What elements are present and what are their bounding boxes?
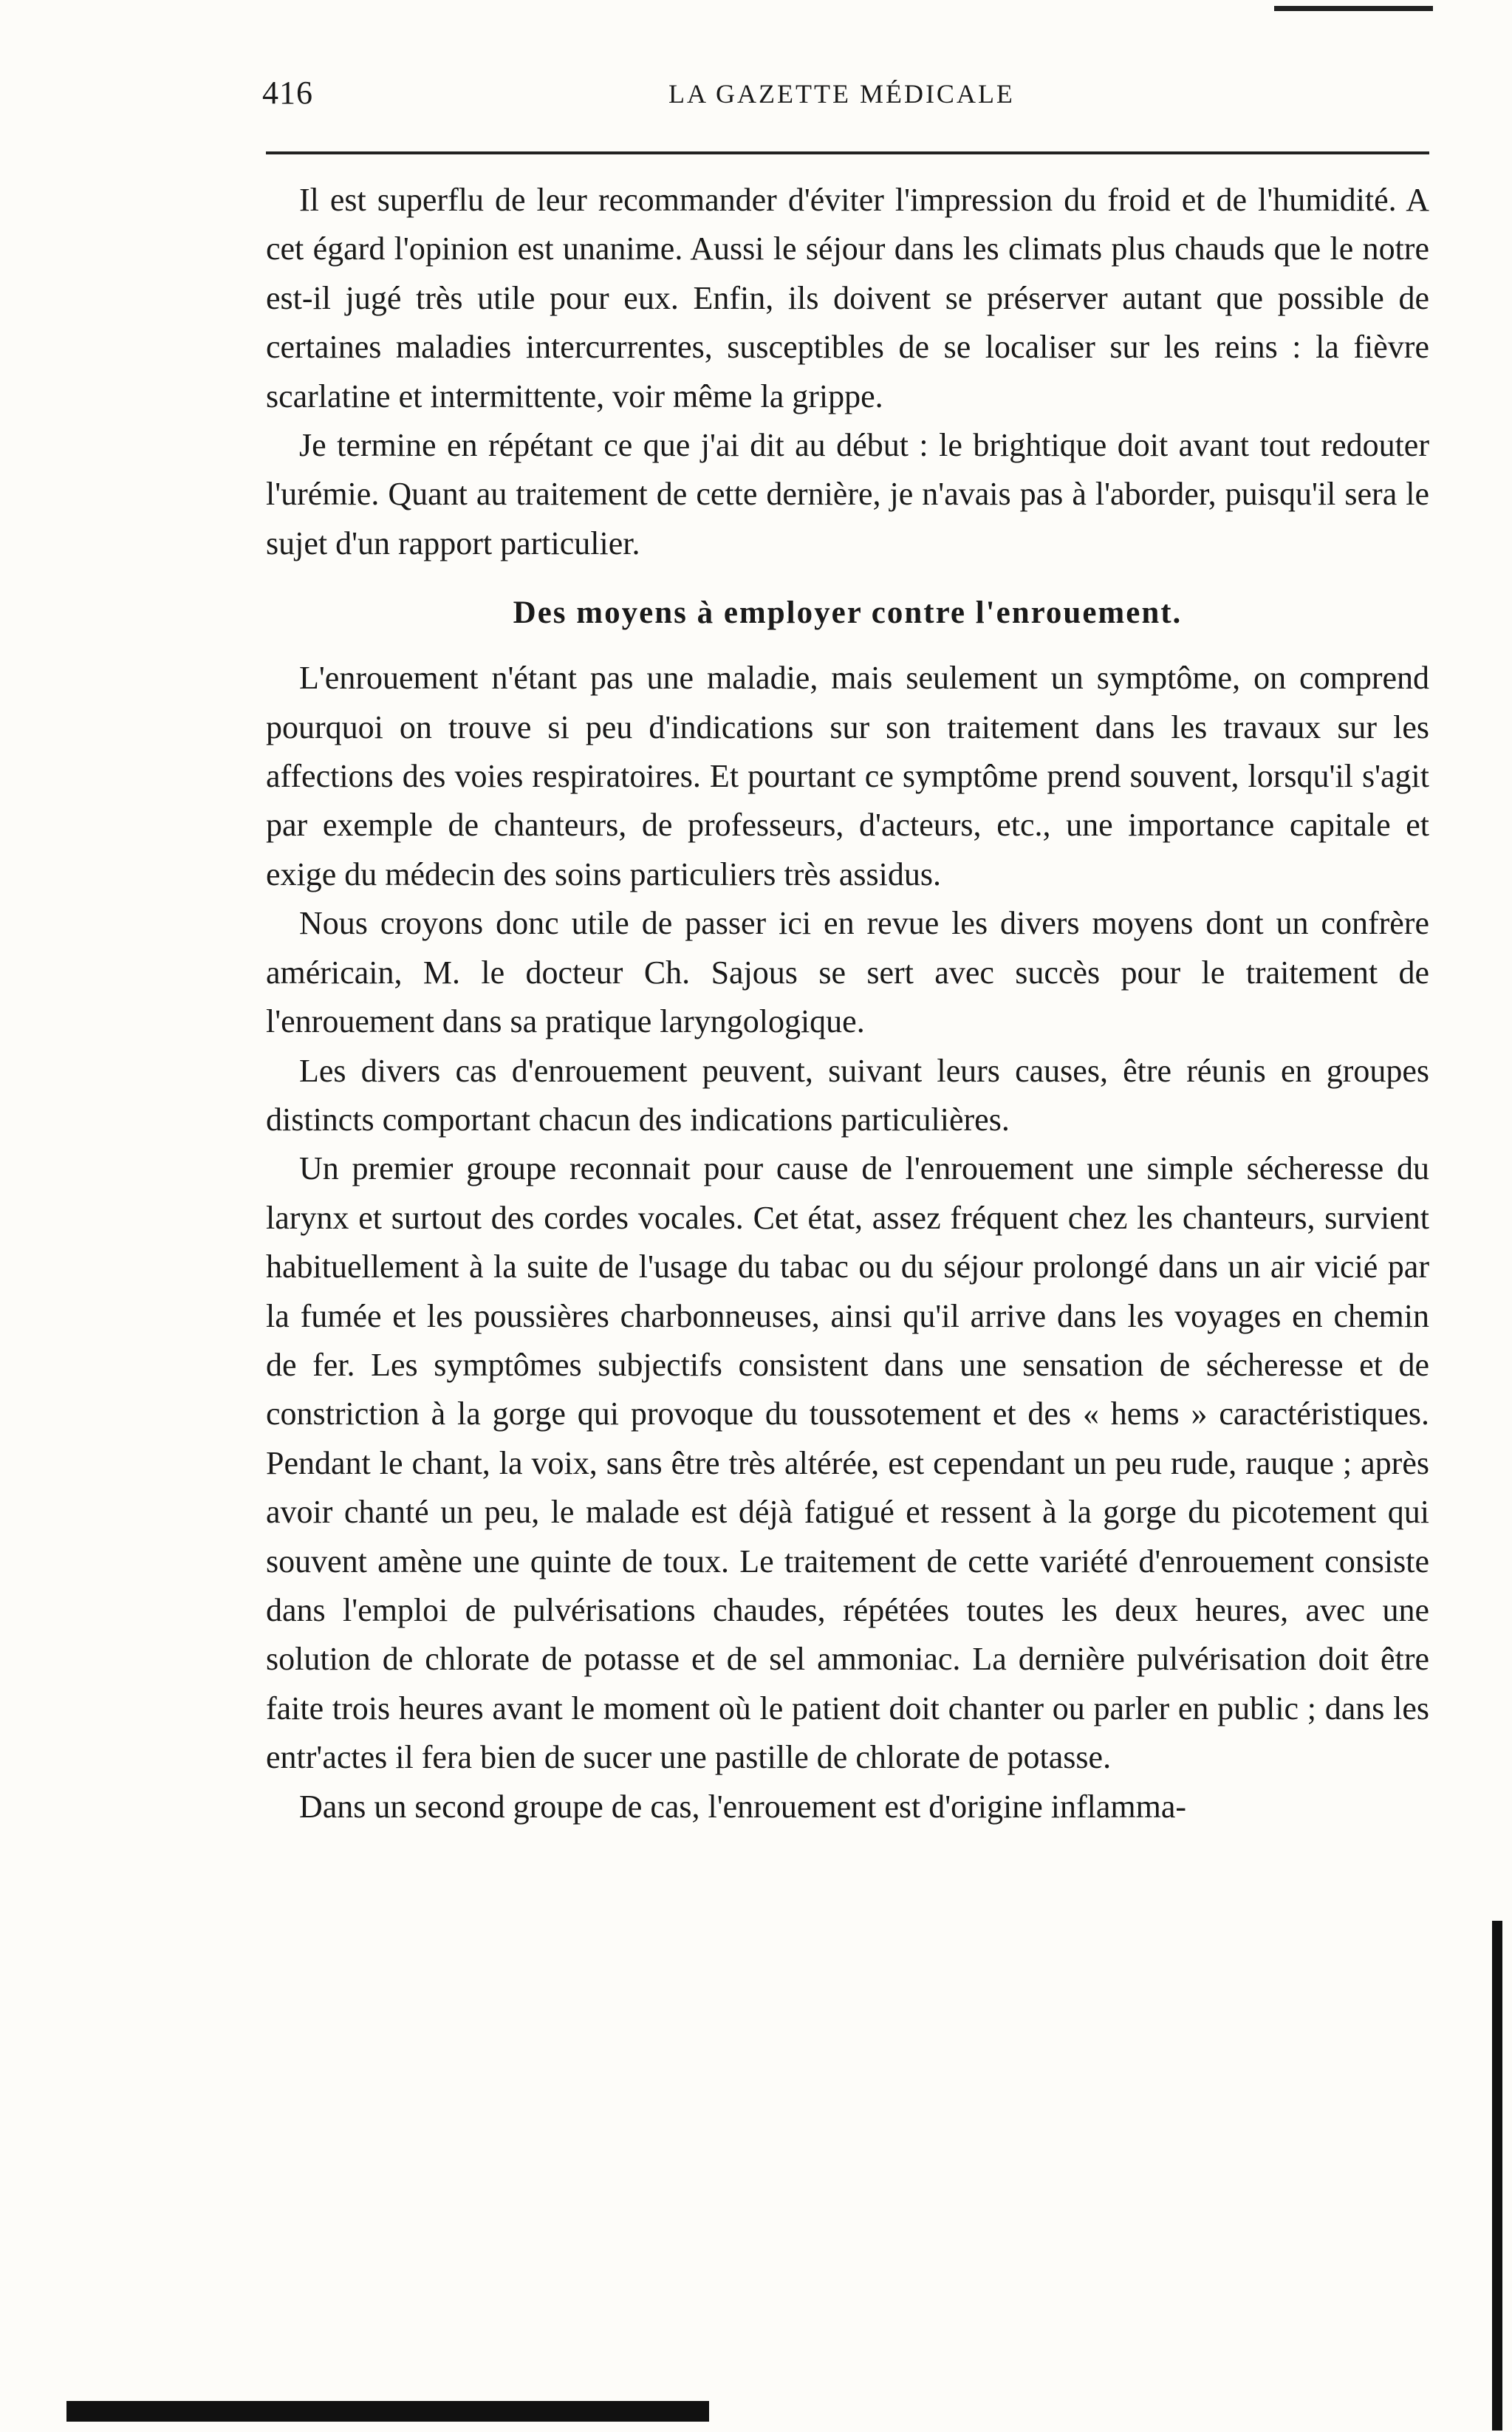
scan-right-edge xyxy=(1492,1921,1502,2431)
body-text xyxy=(266,176,1429,1831)
paragraph: Nous croyons donc utile de passer ici en revue les divers moyens dont un confrère américain, M. le docteur Ch. Sajous se sert avec succès pour le traitement de l'enrouement dans sa pratique laryngologique. xyxy=(266,905,1429,1040)
section-title: Des moyens à employer contre l'enrouement. xyxy=(513,595,1183,631)
header-rule xyxy=(266,151,1429,154)
paragraph: Les divers cas d'enrouement peuvent, suivant leurs causes, être réunis en groupes distincts comportant chacun des indications particulières. xyxy=(266,1052,1429,1138)
running-head: LA GAZETTE MÉDICALE xyxy=(668,79,1015,109)
paragraph: Il est superflu de leur recommander d'éviter l'impression du froid et de l'humidité. A cet égard l'opinion est unanime. Aussi le séjour dans les climats plus chauds que le notre est-il jugé très utile pour eux. Enfin, ils doivent se préserver autant que possible de certaines maladies intercurrentes, susceptibles de se localiser sur les reins : la fièvre scarlatine et intermittente, voir même la grippe. xyxy=(266,182,1429,414)
scan-bottom-edge xyxy=(66,2401,709,2422)
page-header xyxy=(262,74,1431,126)
paragraph: Un premier groupe reconnait pour cause de l'enrouement une simple sécheresse du larynx et surtout des cordes vocales. Cet état, assez fréquent chez les chanteurs, survient habituellement à la suite de l'usage du tabac ou du séjour prolongé dans un air vicié par la fumée et les poussières charbonneuses, ainsi qu'il arrive dans les voyages en chemin de fer. Les symptômes subjectifs consistent dans une sensation de sécheresse et de constriction à la gorge qui provoque du toussotement et des « hems » caractéristiques. Pendant le chant, la voix, sans être très altérée, est cependant un peu rude, rauque ; après avoir chanté un peu, le malade est déjà fatigué et ressent à la gorge du picotement qui souvent amène une quinte de toux. Le traitement de cette variété d'enrouement consiste dans l'emploi de pulvérisations chaudes, répétées toutes les deux heures, avec une solution de chlorate de potasse et de sel ammoniac. La dernière pulvérisation doit être faite trois heures avant le moment où le patient doit chanter ou parler en public ; dans les entr'actes il fera bien de sucer une pastille de chlorate de potasse. xyxy=(266,1150,1429,1776)
paragraph: L'enrouement n'étant pas une maladie, mais seulement un symptôme, on comprend pourquoi on trouve si peu d'indications sur son traitement dans les travaux sur les affections des voies respiratoires. Et pourtant ce symptôme prend souvent, lorsqu'il s'agit par exemple de chanteurs, de professeurs, d'acteurs, etc., une importance capitale et exige du médecin des soins particuliers très assidus. xyxy=(266,660,1429,892)
page-number: 416 xyxy=(262,75,313,111)
corner-rule xyxy=(1274,6,1433,11)
paragraph: Je termine en répétant ce que j'ai dit au début : le brightique doit avant tout redouter l'urémie. Quant au traitement de cette dernière, je n'avais pas à l'aborder, puisqu'il sera le sujet d'un rapport particulier. xyxy=(266,427,1429,561)
paragraph: Dans un second groupe de cas, l'enrouement est d'origine inflamma- xyxy=(299,1788,1187,1825)
